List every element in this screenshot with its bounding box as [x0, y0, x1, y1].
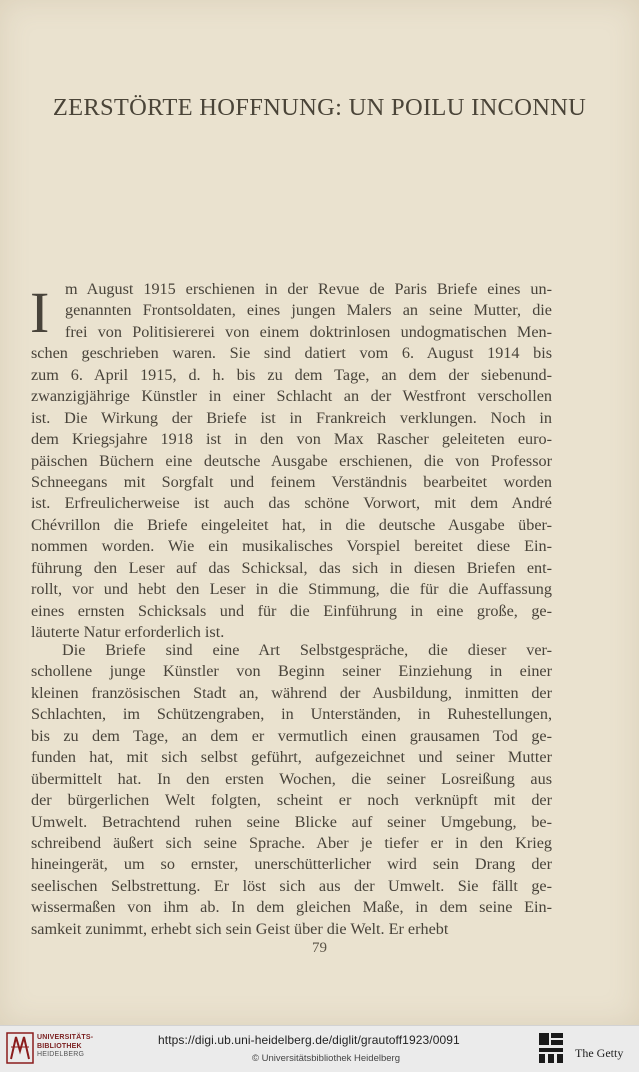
text-line: hineingerät, um so ernster, unerschütterlicher wird sein Drang der [31, 855, 552, 874]
text-line: wissermaßen von ihm ab. In dem gleichen Maße, in dem seine Ein- [31, 898, 552, 917]
university-library-logo-icon [6, 1031, 34, 1065]
text-line: Umwelt. Betrachtend ruhen seine Blicke auf seiner Umgebung, be- [31, 812, 552, 831]
text-line: bis zu dem Tage, an dem er vermutlich einen grausamen Tod ge- [31, 726, 552, 745]
text-line: schen geschrieben waren. Sie sind datiert vom 6. August 1914 bis [31, 344, 552, 363]
text-line: frei von Politisiererei von einem doktrinlosen undogmatischen Men- [65, 322, 552, 341]
text-line: nommen worden. Wie ein musikalisches Vorspiel bereitet diese Ein- [31, 537, 552, 556]
drop-cap: I [30, 280, 50, 345]
text-line: kleinen französischen Stadt an, während der Ausbildung, inmitten der [31, 683, 552, 702]
chapter-title: ZERSTÖRTE HOFFNUNG: UN POILU INCONNU [52, 94, 587, 121]
text-line: Chévrillon die Briefe eingeleitet hat, in die deutsche Ausgabe über- [31, 515, 552, 534]
text-line: läuterte Natur erforderlich ist. [31, 623, 225, 641]
text-line: seelischen Selbstrettung. Er löst sich aus der Umwelt. Sie fällt ge- [31, 876, 552, 895]
text-line: eines ernsten Schicksals und für die Einführung in eine große, ge- [31, 601, 552, 620]
text-line: päischen Büchern eine deutsche Ausgabe erschienen, die von Professor [31, 451, 552, 470]
text-line: schreibend äußert sich seine Sprache. Aber je tiefer er in den Krieg [31, 833, 552, 852]
text-line: samkeit zunimmt, erhebt sich sein Geist über die Welt. Er erhebt [31, 919, 449, 938]
page-number: 79 [312, 940, 327, 956]
text-line: Die Briefe sind eine Art Selbstgespräche, die dieser ver- [62, 641, 552, 659]
text-line: Schneegans mit Sorgfalt und feinem Verständnis bearbeitet worden [31, 472, 552, 491]
text-line: ist. Die Wirkung der Briefe ist in Frankreich verklungen. Noch in [31, 408, 552, 427]
viewer-footer [0, 1025, 639, 1072]
text-line: übermittelt hat. In den ersten Wochen, die seiner Losreißung aus [31, 769, 552, 788]
text-line: zwanzigjährige Künstler in einer Schlacht an der Westfront verschollen [31, 387, 552, 406]
text-line: schollene junge Künstler von Beginn seiner Einziehung in einer [31, 662, 552, 681]
text-line: der bürgerlichen Welt folgten, scheint er noch verknüpft mit der [31, 791, 552, 810]
permalink-url[interactable]: https://digi.ub.uni-heidelberg.de/diglit/grautoff1923/0091 [158, 1033, 460, 1047]
text-line: Schlachten, im Schützengraben, in Unterständen, in Ruhestellungen, [31, 705, 552, 724]
text-line: zum 6. April 1915, d. h. bis zu dem Tage, an dem der siebenund- [31, 365, 552, 384]
paragraph-1 [31, 279, 552, 643]
text-line: ist. Erfreulicherweise ist auch das schöne Vorwort, mit dem André [31, 494, 552, 513]
text-line: dem Kriegsjahre 1918 ist in den von Max Rascher geleiteten euro- [31, 430, 552, 449]
text-line: funden hat, mit sich selbst geführt, aufgezeichnet und seiner Mutter [31, 748, 552, 767]
text-line: m August 1915 erschienen in der Revue de Paris Briefe eines un- [65, 280, 552, 298]
text-line: führung den Leser auf das Schicksal, das sich in diesen Briefen ent- [31, 558, 552, 577]
copyright-notice: © Universitätsbibliothek Heidelberg [252, 1053, 400, 1064]
text-line: rollt, vor und hebt den Leser in die Stimmung, die für die Auffassung [31, 580, 552, 599]
getty-logo-icon [537, 1031, 565, 1065]
library-name: UNIVERSITÄTS- BIBLIOTHEK HEIDELBERG [37, 1034, 94, 1058]
partner-name: The Getty [575, 1046, 624, 1060]
text-line: genannten Frontsoldaten, eines jungen Malers an seine Mutter, die [65, 301, 552, 320]
paragraph-2 [31, 640, 552, 940]
